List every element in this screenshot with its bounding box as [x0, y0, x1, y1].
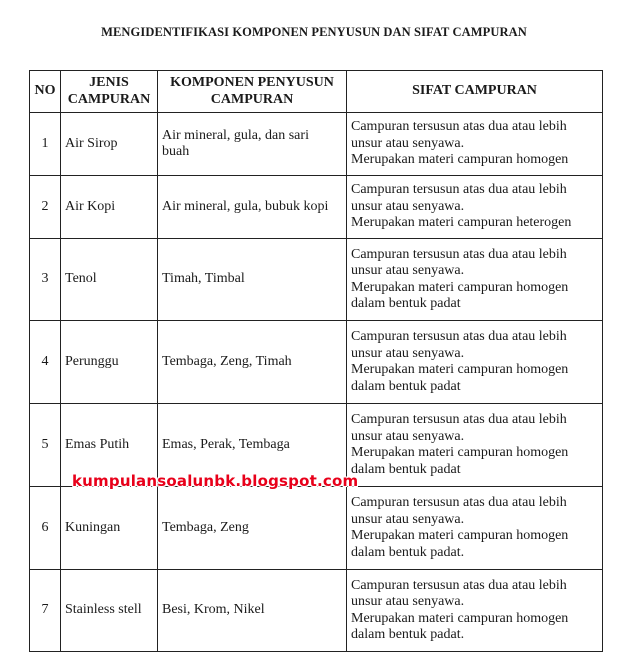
sifat-line: dalam bentuk padat	[351, 378, 461, 394]
table-row	[30, 570, 603, 652]
sifat-line: unsur atau senyawa.	[351, 511, 465, 527]
row-jenis: Emas Putih	[61, 404, 158, 487]
sifat-line: Merupakan materi campuran homogen	[351, 445, 569, 460]
page-title: MENGIDENTIFIKASI KOMPONEN PENYUSUN DAN SIFAT CAMPURAN	[101, 25, 527, 39]
komponen-line: Besi, Krom, Nikel	[162, 602, 265, 618]
komponen-line: Air mineral, gula, dan sari	[162, 127, 309, 143]
header-komponen-line2: CAMPURAN	[210, 91, 294, 107]
sifat-line: dalam bentuk padat	[351, 296, 461, 311]
table-row	[30, 239, 603, 321]
row-sifat	[347, 570, 603, 652]
header-jenis-line2: CAMPURAN	[67, 91, 151, 107]
row-no: 3	[30, 239, 61, 321]
komponen-line: Tembaga, Zeng	[162, 519, 249, 535]
sifat-line: Campuran tersusun atas dua atau lebih	[351, 246, 567, 262]
sifat-line: unsur atau senyawa.	[351, 428, 465, 444]
row-komponen	[158, 570, 347, 652]
table-row	[30, 321, 603, 404]
row-komponen	[158, 487, 347, 570]
sifat-line: Merupakan materi campuran homogen	[351, 152, 569, 168]
row-no: 1	[30, 113, 61, 176]
sifat-line: Campuran tersusun atas dua atau lebih	[351, 495, 567, 510]
watermark-text: kumpulansoalunbk.blogspot.com	[72, 472, 359, 490]
sifat-line: Merupakan materi campuran homogen	[351, 610, 569, 626]
row-jenis: Tenol	[61, 239, 158, 321]
row-sifat	[347, 321, 603, 404]
row-no: 6	[30, 487, 61, 570]
row-komponen	[158, 113, 347, 176]
komponen-line: Emas, Perak, Tembaga	[162, 436, 290, 452]
header-komponen-line1: KOMPONEN PENYUSUN	[170, 75, 334, 90]
sifat-line: unsur atau senyawa.	[351, 345, 465, 361]
row-no: 4	[30, 321, 61, 404]
row-jenis: Stainless stell	[61, 570, 158, 652]
row-no: 2	[30, 176, 61, 239]
sifat-line: Merupakan materi campuran homogen	[351, 279, 569, 295]
sifat-line: Campuran tersusun atas dua atau lebih	[351, 182, 567, 198]
table-row	[30, 113, 603, 176]
header-sifat: SIFAT CAMPURAN	[347, 71, 603, 113]
sifat-line: dalam bentuk padat.	[351, 544, 465, 560]
sifat-line: Merupakan materi campuran homogen	[351, 528, 569, 543]
row-sifat	[347, 239, 603, 321]
mixture-table	[29, 70, 603, 652]
sifat-line: Merupakan materi campuran homogen	[351, 362, 569, 377]
row-no: 5	[30, 404, 61, 487]
row-sifat	[347, 113, 603, 176]
header-komponen	[158, 71, 347, 113]
row-sifat	[347, 487, 603, 570]
row-komponen	[158, 239, 347, 321]
header-jenis	[61, 71, 158, 113]
row-sifat	[347, 404, 603, 487]
sifat-line: unsur atau senyawa.	[351, 135, 465, 151]
sifat-line: dalam bentuk padat	[351, 461, 461, 477]
row-jenis: Kuningan	[61, 487, 158, 570]
row-jenis: Air Sirop	[61, 113, 158, 176]
sifat-line: Campuran tersusun atas dua atau lebih	[351, 412, 567, 427]
table-row	[30, 176, 603, 239]
header-jenis-line1: JENIS	[89, 75, 129, 90]
komponen-line: buah	[162, 144, 190, 159]
table-header-row	[30, 71, 603, 113]
row-no: 7	[30, 570, 61, 652]
komponen-line: Tembaga, Zeng, Timah	[162, 353, 292, 369]
row-komponen	[158, 321, 347, 404]
sifat-line: Campuran tersusun atas dua atau lebih	[351, 119, 567, 135]
row-jenis: Perunggu	[61, 321, 158, 404]
komponen-line: Air mineral, gula, bubuk kopi	[162, 198, 329, 214]
sifat-line: unsur atau senyawa.	[351, 594, 465, 609]
header-no: NO	[30, 71, 61, 113]
komponen-line: Timah, Timbal	[162, 271, 245, 287]
row-komponen	[158, 176, 347, 239]
sifat-line: dalam bentuk padat.	[351, 627, 465, 642]
row-jenis: Air Kopi	[61, 176, 158, 239]
sifat-line: unsur atau senyawa.	[351, 198, 465, 214]
sifat-line: unsur atau senyawa.	[351, 263, 465, 278]
sifat-line: Merupakan materi campuran heterogen	[351, 215, 572, 231]
row-sifat	[347, 176, 603, 239]
sifat-line: Campuran tersusun atas dua atau lebih	[351, 329, 567, 344]
sifat-line: Campuran tersusun atas dua atau lebih	[351, 577, 567, 593]
table-row	[30, 487, 603, 570]
